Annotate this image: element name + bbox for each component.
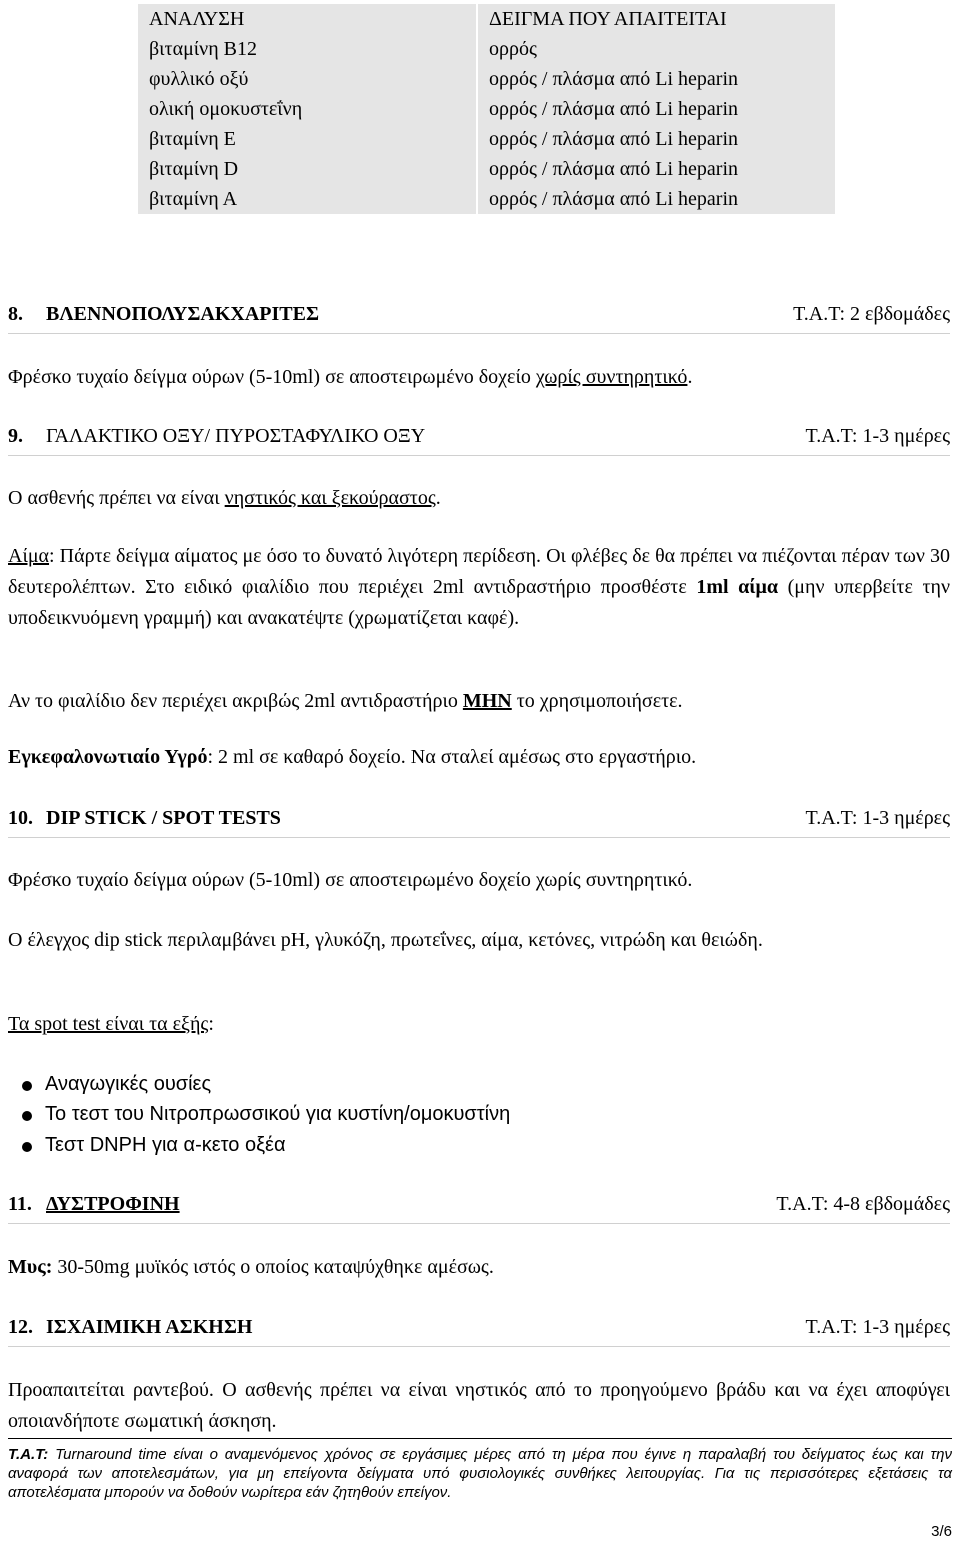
underlined-text: χωρίς συντηρητικό — [535, 366, 688, 388]
section-11-paragraph — [8, 1256, 494, 1279]
table-cell-sample: ορρός / πλάσμα από Li heparin — [477, 94, 835, 124]
table-cell-analysis: ολική ομοκυστεΐνη — [138, 94, 477, 124]
table-header-row — [138, 3, 835, 34]
table-row — [138, 154, 835, 184]
section-12-paragraph: Προαπαιτείται ραντεβού. Ο ασθενής πρέπει να είναι νηστικός από το προηγούμενο βράδυ και να έχει αποφύγει οποιανδήποτε σωματική άσκηση. — [8, 1379, 950, 1432]
text-run: Αν το φιαλίδιο δεν περιέχει ακριβώς 2ml αντιδραστήριο — [8, 690, 463, 712]
bullet-icon — [22, 1142, 32, 1152]
section-title: DIP STICK / SPOT TESTS — [46, 807, 281, 829]
turnaround-time: Τ.Α.Τ: 2 εβδομάδες — [793, 303, 950, 325]
text-run: . — [435, 487, 441, 509]
turnaround-time: Τ.Α.Τ: 1-3 ημέρες — [805, 807, 950, 829]
section-12-heading — [8, 1314, 950, 1347]
text-run: Ο ασθενής πρέπει να είναι — [8, 487, 225, 509]
table-row — [138, 124, 835, 154]
turnaround-time: Τ.Α.Τ: 1-3 ημέρες — [805, 425, 950, 447]
table-cell-analysis: φυλλικό οξύ — [138, 64, 477, 94]
table-header-sample: ΔΕΙΓΜΑ ΠΟΥ ΑΠΑΙΤΕΙΤΑΙ — [477, 3, 835, 34]
footer-note — [8, 1445, 952, 1502]
table-cell-sample: ορρός / πλάσμα από Li heparin — [477, 124, 835, 154]
table-row — [138, 34, 835, 64]
table-cell-sample: ορρός / πλάσμα από Li heparin — [477, 184, 835, 215]
footer-divider — [8, 1438, 952, 1439]
footer-text: Turnaround time είναι ο αναμενόμενος χρόνος σε εργάσιμες μέρες από τη μέρα που έγινε η παραλαβή του δείγματος έως και την αναφορά των αποτελεσμάτων, για μη επείγοντα δείγματα υπό φυσιολογικές συνθήκες λειτουργίας. Για τις περισσότερες εξετάσεις τα αποτελέσματα μπορούν να δοθούν νωρίτερα εάν ζητηθούν επείγον. — [8, 1446, 952, 1501]
text-run: : 2 ml σε καθαρό δοχείο. Να σταλεί αμέσως στο εργαστήριο. — [207, 746, 697, 768]
page-number: 3/6 — [931, 1523, 952, 1540]
section-title: ΒΛΕΝΝΟΠΟΛΥΣΑΚΧΑΡΙΤΕΣ — [46, 303, 320, 325]
section-10-urine-paragraph: Φρέσκο τυχαίο δείγμα ούρων (5-10ml) σε αποστειρωμένο δοχείο χωρίς συντηρητικό. — [8, 869, 693, 891]
table-row — [138, 184, 835, 215]
underlined-text: νηστικός και ξεκούραστος — [224, 487, 436, 509]
table-cell-sample: ορρός — [477, 34, 835, 64]
text-run: 30-50mg μυϊκός ιστός ο οποίος καταψύχθηκε αμέσως. — [52, 1256, 494, 1278]
text-run: : — [208, 1013, 214, 1035]
section-8-heading — [8, 301, 950, 334]
list-item: Τεστ DNPH για α-κετο οξέα — [45, 1134, 286, 1156]
section-number: 9. — [8, 425, 23, 447]
bullet-icon — [22, 1111, 32, 1121]
table-cell-analysis: βιταμίνη B12 — [138, 34, 477, 64]
table-cell-analysis: βιταμίνη Α — [138, 184, 477, 215]
section-11-heading — [8, 1191, 950, 1224]
text-run: Φρέσκο τυχαίο δείγμα ούρων (5-10ml) σε αποστειρωμένο δοχείο — [8, 366, 536, 388]
turnaround-time: Τ.Α.Τ: 1-3 ημέρες — [805, 1316, 950, 1338]
section-9-csf-paragraph — [8, 746, 696, 769]
csf-label: Εγκεφαλονωτιαίο Υγρό — [8, 746, 208, 768]
table-row — [138, 94, 835, 124]
section-number: 12. — [8, 1316, 33, 1338]
section-title: ΙΣΧΑΙΜΙΚΗ ΑΣΚΗΣΗ — [46, 1316, 253, 1338]
section-number: 10. — [8, 807, 33, 829]
section-9-heading — [8, 423, 950, 456]
bullet-icon — [22, 1081, 32, 1091]
section-8-paragraph — [8, 366, 692, 389]
section-title: ΓΑΛΑΚΤΙΚΟ ΟΞΥ/ ΠΥΡΟΣΤΑΦΥΛΙΚΟ ΟΞΥ — [46, 425, 426, 447]
section-number: 8. — [8, 303, 23, 325]
table-cell-sample: ορρός / πλάσμα από Li heparin — [477, 154, 835, 184]
table-row — [138, 64, 835, 94]
section-9-fasting-note — [8, 487, 441, 510]
section-9-blood-paragraph — [8, 541, 950, 634]
text-run: (μην υπερβείτε την υποδεικνυόμενη γραμμή) και ανακατέψτε (χρωματίζεται καφέ). — [8, 576, 950, 629]
underlined-text: Τα spot test είναι τα εξής — [8, 1013, 209, 1035]
section-10-spot-tests-intro — [8, 1013, 214, 1036]
bold-text: 1ml αίμα — [696, 576, 778, 598]
muscle-label: Μυς: — [8, 1256, 53, 1278]
table-header-analysis: ΑΝΑΛΥΣΗ — [138, 3, 477, 34]
analysis-sample-table — [138, 2, 835, 216]
table-cell-sample: ορρός / πλάσμα από Li heparin — [477, 64, 835, 94]
section-9-reagent-warning — [8, 690, 683, 713]
turnaround-time: Τ.Α.Τ: 4-8 εβδομάδες — [776, 1193, 950, 1215]
section-number: 11. — [8, 1193, 32, 1215]
footer-label: Τ.Α.Τ: — [8, 1446, 49, 1463]
bold-underlined-text: ΜΗΝ — [462, 690, 512, 712]
list-item: Το τεστ του Νιτροπρωσσικού για κυστίνη/ομοκυστίνη — [45, 1103, 511, 1125]
text-run: . — [687, 366, 693, 388]
text-run: : Πάρτε δείγμα αίματος με όσο το δυνατό λιγότερη περίδεση. Οι φλέβες δε θα πρέπει να πιέζονται πέραν των 30 δευτερολέπτων. Στο ειδικό φιαλίδιο που περιέχει 2ml αντιδραστήριο προσθέστε — [8, 545, 950, 598]
section-10-heading — [8, 805, 950, 838]
table-cell-analysis: βιταμίνη Ε — [138, 124, 477, 154]
list-item: Αναγωγικές ουσίες — [45, 1073, 212, 1095]
section-10-dipstick-paragraph: Ο έλεγχος dip stick περιλαμβάνει pH, γλυκόζη, πρωτεΐνες, αίμα, κετόνες, νιτρώδη και θειώδη. — [8, 929, 763, 951]
blood-label: Αίμα — [8, 545, 50, 567]
text-run: το χρησιμοποιήσετε. — [511, 690, 683, 712]
table-cell-analysis: βιταμίνη D — [138, 154, 477, 184]
section-title: ΔΥΣΤΡΟΦΙΝΗ — [46, 1193, 180, 1215]
